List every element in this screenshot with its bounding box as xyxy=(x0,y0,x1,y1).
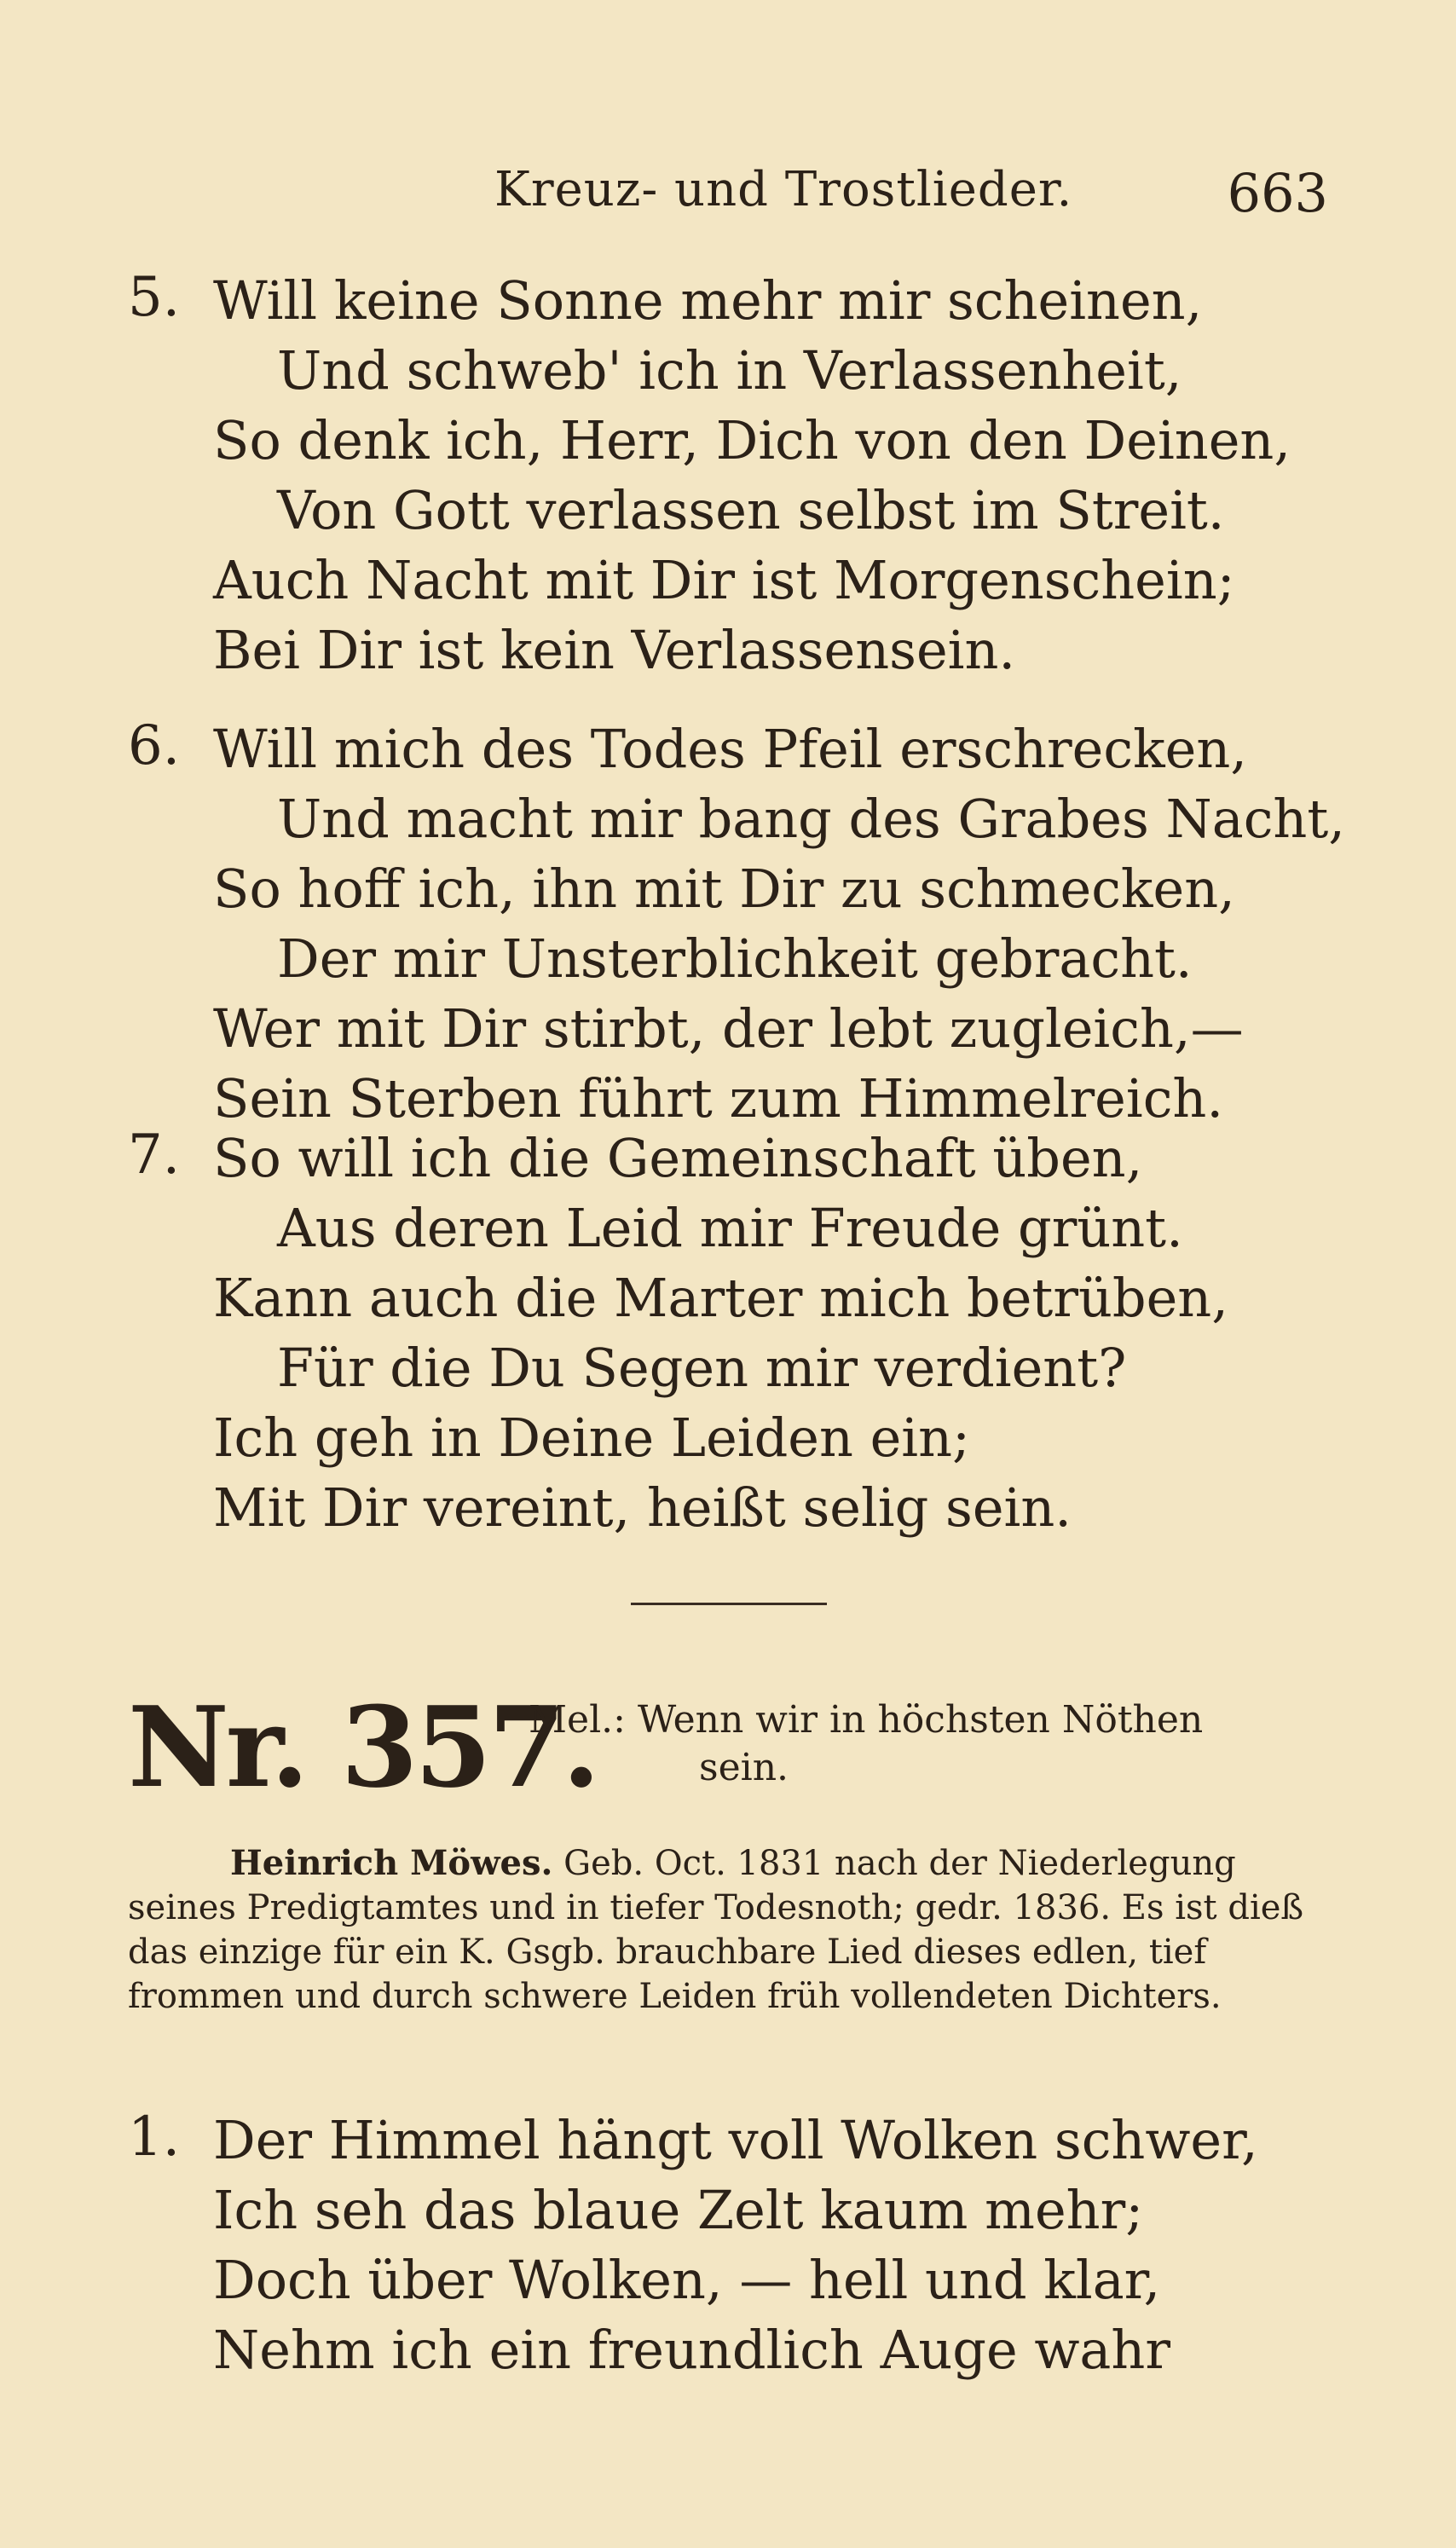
verse-line: Doch über Wolken, — hell und klar, xyxy=(213,2249,1161,2311)
melody-line: sein. xyxy=(699,1746,789,1789)
stanza-5 xyxy=(128,266,1338,685)
running-header xyxy=(0,162,1456,230)
page-number: 663 xyxy=(1227,162,1328,224)
hymn-heading xyxy=(128,1682,1338,1812)
verse-line: So denk ich, Herr, Dich von den Deinen, xyxy=(213,409,1291,471)
melody-reference xyxy=(529,1696,1338,1792)
verse-line: So hoff ich, ihn mit Dir zu schmecken, xyxy=(213,858,1235,920)
verse-line: Mit Dir vereint, heißt selig sein. xyxy=(213,1476,1072,1539)
stanza-number: 6. xyxy=(128,714,181,777)
verse-line: Ich geh in Deine Leiden ein; xyxy=(213,1407,970,1469)
verse-line: Aus deren Leid mir Freude grünt. xyxy=(277,1197,1183,1259)
verse-line: Auch Nacht mit Dir ist Morgenschein; xyxy=(213,549,1235,611)
melody-line: Mel.: Wenn wir in höchsten Nöthen xyxy=(529,1698,1204,1742)
author-note xyxy=(128,1841,1338,2019)
verse-line: Will keine Sonne mehr mir scheinen, xyxy=(213,269,1203,332)
section-title: Kreuz- und Trostlieder. xyxy=(494,162,1073,217)
verse-line: Will mich des Todes Pfeil erschrecken, xyxy=(213,718,1247,780)
verse-line: Kann auch die Marter mich betrüben, xyxy=(213,1267,1228,1329)
stanza-1 xyxy=(128,2106,1338,2385)
verse-line: Nehm ich ein freundlich Auge wahr xyxy=(213,2319,1170,2381)
stanza-number: 7. xyxy=(128,1124,181,1187)
section-divider xyxy=(631,1603,827,1605)
author-name: Heinrich Möwes. xyxy=(230,1843,553,1883)
verse-line: Wer mit Dir stirbt, der lebt zugleich,— xyxy=(213,997,1244,1060)
author-bio: Geb. Oct. 1831 nach der Niederlegung seines Predigtamtes und in tiefer Todesnoth; gedr. 1836. Es ist dieß das einzige für ein K. Gsgb. brauchbare Lied dieses edlen, tief frommen und durch schwere Leiden früh vollendeten Dichters. xyxy=(128,1844,1304,2016)
stanza-number: 5. xyxy=(128,266,181,329)
verse-line: Und schweb' ich in Verlassenheit, xyxy=(277,339,1182,402)
verse-line: Sein Sterben führt zum Himmelreich. xyxy=(213,1067,1224,1130)
stanza-number: 1. xyxy=(128,2106,181,2169)
verse-line: Und macht mir bang des Grabes Nacht, xyxy=(277,788,1345,850)
verse-line: Der Himmel hängt voll Wolken schwer, xyxy=(213,2109,1258,2171)
verse-line: Für die Du Segen mir verdient? xyxy=(277,1337,1127,1399)
stanza-6 xyxy=(128,714,1345,1134)
verse-line: Der mir Unsterblichkeit gebracht. xyxy=(277,927,1193,990)
verse-line: Von Gott verlassen selbst im Streit. xyxy=(277,479,1225,541)
verse-line: Bei Dir ist kein Verlassensein. xyxy=(213,619,1016,681)
stanza-7 xyxy=(128,1124,1338,1543)
verse-line: Ich seh das blaue Zelt kaum mehr; xyxy=(213,2179,1144,2241)
verse-line: So will ich die Gemeinschaft üben, xyxy=(213,1127,1143,1189)
hymn-number: Nr. 357. xyxy=(128,1682,598,1812)
